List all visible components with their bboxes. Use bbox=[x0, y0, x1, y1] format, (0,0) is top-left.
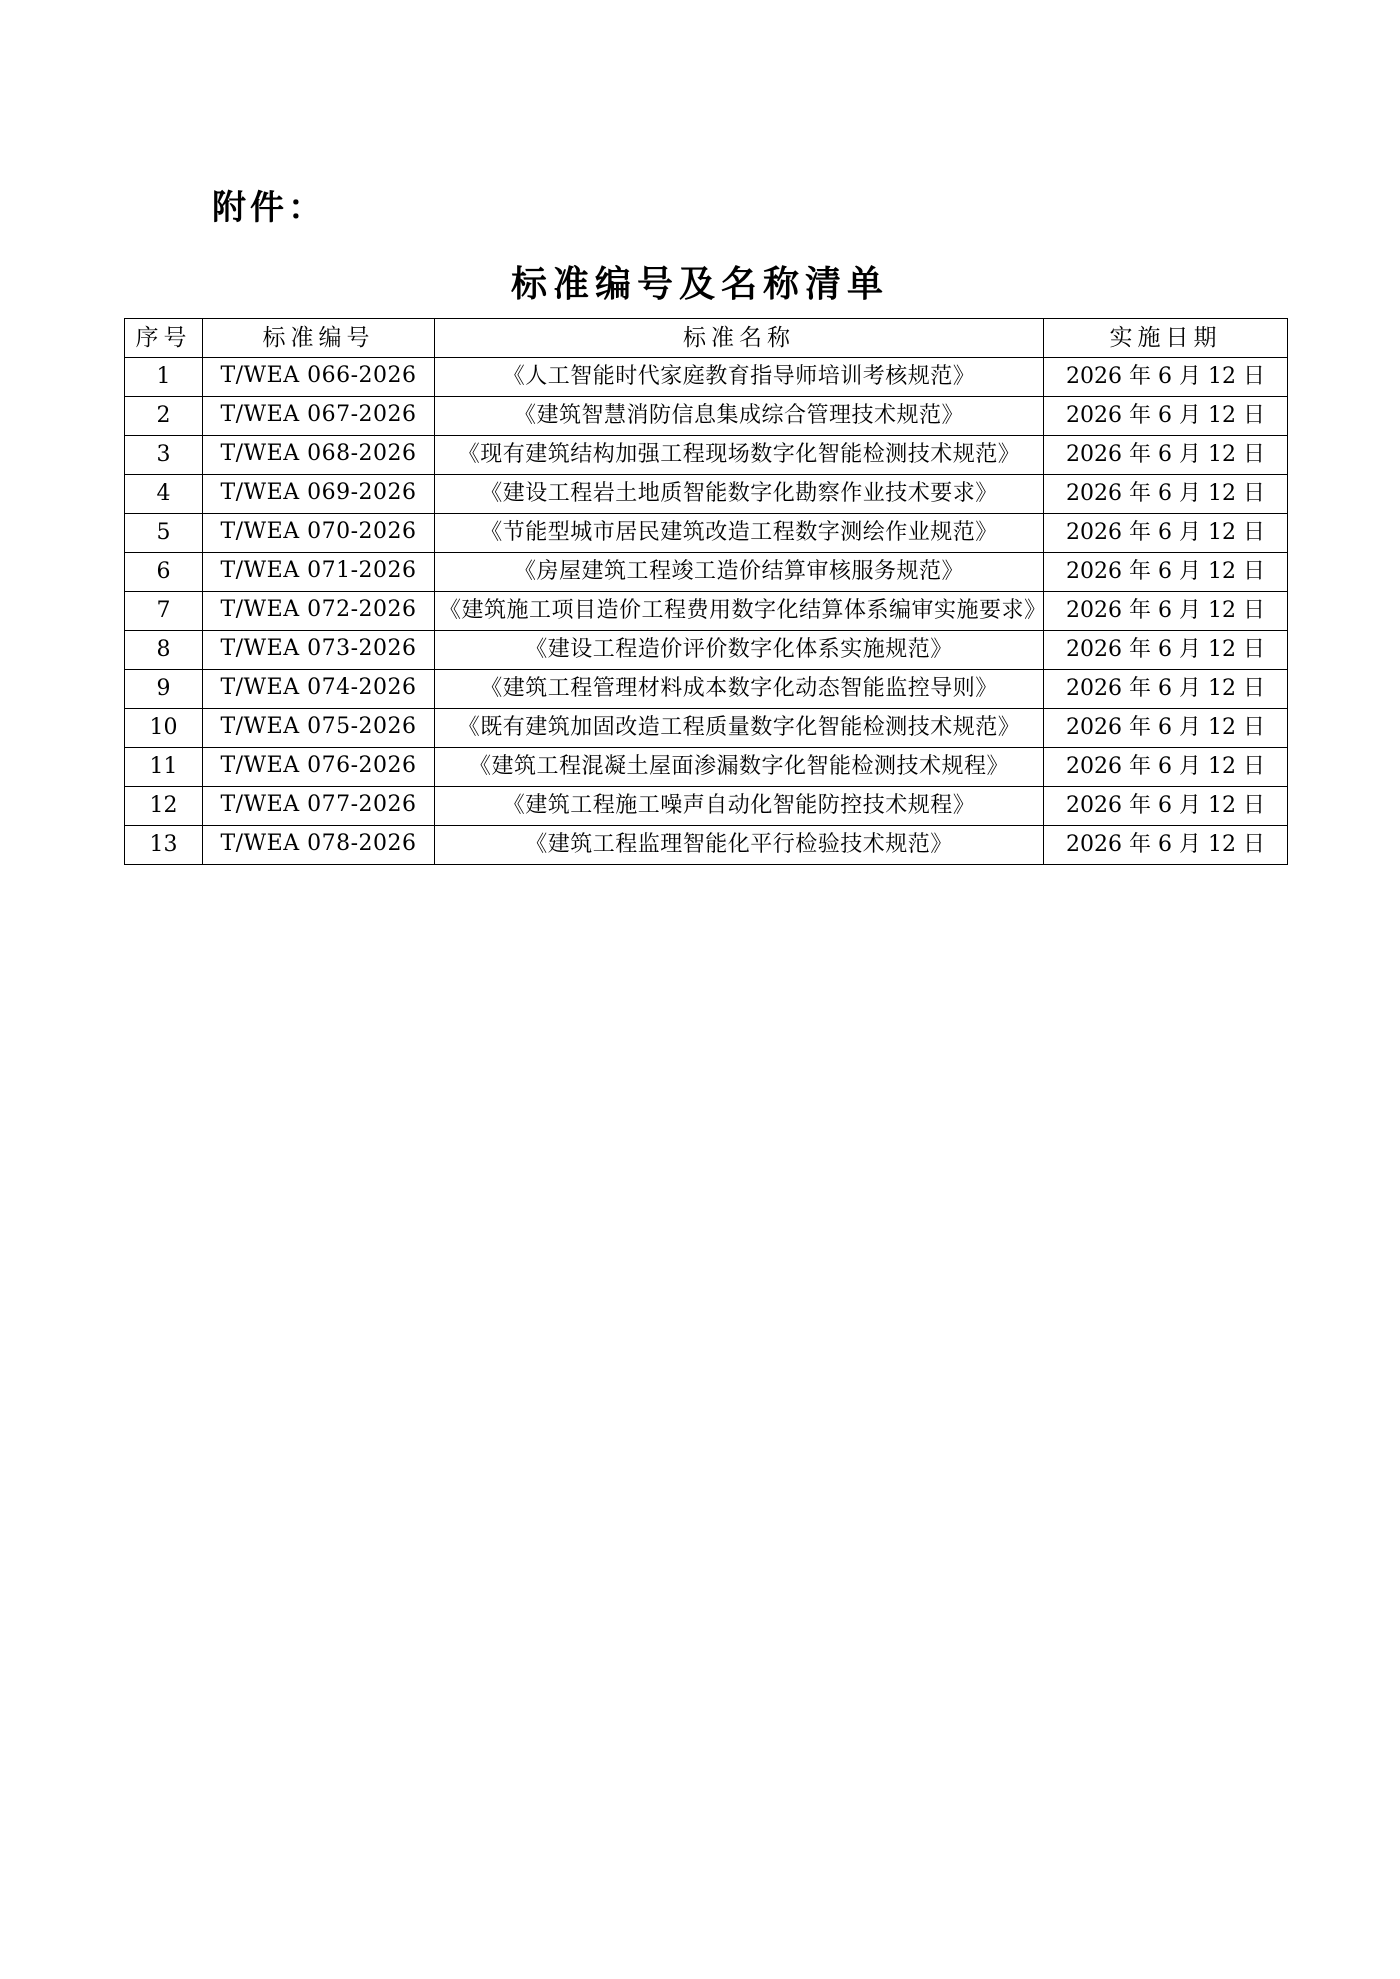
header-name: 标准名称 bbox=[435, 319, 1044, 358]
standards-table bbox=[124, 318, 1288, 865]
cell-code: T/WEA 069-2026 bbox=[203, 475, 435, 514]
cell-index: 7 bbox=[125, 592, 203, 631]
cell-name: 《建设工程造价评价数字化体系实施规范》 bbox=[435, 631, 1044, 670]
cell-code: T/WEA 068-2026 bbox=[203, 436, 435, 475]
cell-name: 《建筑工程混凝土屋面渗漏数字化智能检测技术规程》 bbox=[435, 748, 1044, 787]
cell-name: 《既有建筑加固改造工程质量数字化智能检测技术规范》 bbox=[435, 709, 1044, 748]
header-index: 序号 bbox=[125, 319, 203, 358]
cell-index: 13 bbox=[125, 826, 203, 865]
table-row bbox=[125, 436, 1288, 475]
cell-index: 6 bbox=[125, 553, 203, 592]
cell-index: 12 bbox=[125, 787, 203, 826]
cell-code: T/WEA 077-2026 bbox=[203, 787, 435, 826]
cell-index: 3 bbox=[125, 436, 203, 475]
cell-name: 《建设工程岩土地质智能数字化勘察作业技术要求》 bbox=[435, 475, 1044, 514]
table-row bbox=[125, 631, 1288, 670]
cell-code: T/WEA 073-2026 bbox=[203, 631, 435, 670]
table-row bbox=[125, 397, 1288, 436]
table-row bbox=[125, 553, 1288, 592]
cell-date: 2026 年 6 月 12 日 bbox=[1044, 436, 1288, 475]
table-header-row bbox=[125, 319, 1288, 358]
cell-name: 《建筑工程监理智能化平行检验技术规范》 bbox=[435, 826, 1044, 865]
cell-date: 2026 年 6 月 12 日 bbox=[1044, 553, 1288, 592]
table-row bbox=[125, 826, 1288, 865]
cell-date: 2026 年 6 月 12 日 bbox=[1044, 397, 1288, 436]
cell-code: T/WEA 072-2026 bbox=[203, 592, 435, 631]
cell-date: 2026 年 6 月 12 日 bbox=[1044, 475, 1288, 514]
cell-name: 《建筑工程管理材料成本数字化动态智能监控导则》 bbox=[435, 670, 1044, 709]
table-row bbox=[125, 709, 1288, 748]
cell-date: 2026 年 6 月 12 日 bbox=[1044, 709, 1288, 748]
cell-name: 《现有建筑结构加强工程现场数字化智能检测技术规范》 bbox=[435, 436, 1044, 475]
cell-index: 2 bbox=[125, 397, 203, 436]
cell-date: 2026 年 6 月 12 日 bbox=[1044, 670, 1288, 709]
header-code: 标准编号 bbox=[203, 319, 435, 358]
cell-name: 《房屋建筑工程竣工造价结算审核服务规范》 bbox=[435, 553, 1044, 592]
cell-code: T/WEA 075-2026 bbox=[203, 709, 435, 748]
cell-index: 11 bbox=[125, 748, 203, 787]
table-row bbox=[125, 592, 1288, 631]
cell-code: T/WEA 076-2026 bbox=[203, 748, 435, 787]
cell-name: 《节能型城市居民建筑改造工程数字测绘作业规范》 bbox=[435, 514, 1044, 553]
table-row bbox=[125, 514, 1288, 553]
cell-date: 2026 年 6 月 12 日 bbox=[1044, 514, 1288, 553]
cell-date: 2026 年 6 月 12 日 bbox=[1044, 748, 1288, 787]
cell-name: 《人工智能时代家庭教育指导师培训考核规范》 bbox=[435, 358, 1044, 397]
cell-index: 5 bbox=[125, 514, 203, 553]
cell-date: 2026 年 6 月 12 日 bbox=[1044, 787, 1288, 826]
cell-index: 1 bbox=[125, 358, 203, 397]
cell-code: T/WEA 067-2026 bbox=[203, 397, 435, 436]
cell-index: 10 bbox=[125, 709, 203, 748]
table-row bbox=[125, 475, 1288, 514]
header-date: 实施日期 bbox=[1044, 319, 1288, 358]
table-row bbox=[125, 787, 1288, 826]
cell-date: 2026 年 6 月 12 日 bbox=[1044, 358, 1288, 397]
cell-code: T/WEA 078-2026 bbox=[203, 826, 435, 865]
cell-code: T/WEA 066-2026 bbox=[203, 358, 435, 397]
cell-index: 4 bbox=[125, 475, 203, 514]
cell-index: 8 bbox=[125, 631, 203, 670]
table-body bbox=[125, 358, 1288, 865]
cell-index: 9 bbox=[125, 670, 203, 709]
table-row bbox=[125, 748, 1288, 787]
cell-date: 2026 年 6 月 12 日 bbox=[1044, 631, 1288, 670]
cell-name: 《建筑施工项目造价工程费用数字化结算体系编审实施要求》 bbox=[435, 592, 1044, 631]
attachment-label: 附件： bbox=[212, 188, 326, 228]
cell-code: T/WEA 071-2026 bbox=[203, 553, 435, 592]
cell-code: T/WEA 070-2026 bbox=[203, 514, 435, 553]
cell-date: 2026 年 6 月 12 日 bbox=[1044, 826, 1288, 865]
cell-name: 《建筑工程施工噪声自动化智能防控技术规程》 bbox=[435, 787, 1044, 826]
table-row bbox=[125, 670, 1288, 709]
cell-name: 《建筑智慧消防信息集成综合管理技术规范》 bbox=[435, 397, 1044, 436]
cell-code: T/WEA 074-2026 bbox=[203, 670, 435, 709]
table-row bbox=[125, 358, 1288, 397]
cell-date: 2026 年 6 月 12 日 bbox=[1044, 592, 1288, 631]
document-title: 标准编号及名称清单 bbox=[510, 264, 889, 305]
